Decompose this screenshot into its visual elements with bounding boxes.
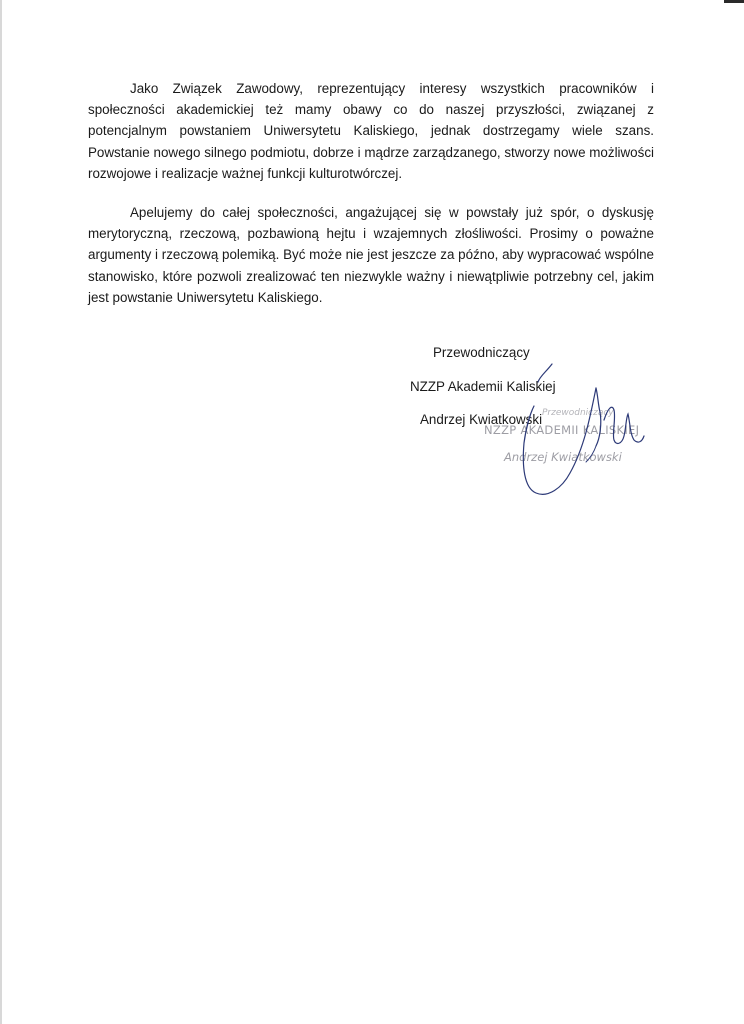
scan-edge bbox=[0, 0, 2, 1024]
signatory-name: Andrzej Kwiatkowski bbox=[420, 412, 543, 427]
signature-block bbox=[400, 340, 660, 500]
paragraph-1: Jako Związek Zawodowy, reprezentujący interesy wszystkich pracowników i społeczności akademickiej też mamy obawy co do naszej przyszłości, związanej z potencjalnym powstaniem Uniwersytetu Kaliskiego, jednak dostrzegamy wiele szans. Powstanie nowego silnego podmiotu, dobrze i mądrze zarządzanego, stworzy nowe możliwości rozwojowe i realizacje ważnej funkcji kulturotwórczej. bbox=[88, 81, 654, 181]
scan-mark bbox=[724, 0, 744, 3]
signatory-title: Przewodniczący bbox=[433, 345, 530, 360]
stamp-label: Przewodniczący bbox=[542, 408, 614, 418]
stamp-name: Andrzej Kwiatkowski bbox=[504, 450, 622, 464]
letter-body bbox=[88, 78, 654, 326]
signatory-organization: NZZP Akademii Kaliskiej bbox=[410, 379, 556, 394]
handwritten-signature bbox=[500, 348, 650, 498]
paragraph-2: Apelujemy do całej społeczności, angażującej się w powstały już spór, o dyskusję merytoryczną, rzeczową, pozbawioną hejtu i wzajemnych złośliwości. Prosimy o poważne argumenty i rzeczową polemiką. Być może nie jest jeszcze za późno, aby wypracować wspólne stanowisko, które pozwoli zrealizować ten niezwykle ważny i niewątpliwie potrzebny cel, jakim jest powstanie Uniwersytetu Kaliskiego. bbox=[88, 205, 654, 305]
stamp-organization: NZZP AKADEMII KALISKIEJ bbox=[484, 423, 640, 437]
